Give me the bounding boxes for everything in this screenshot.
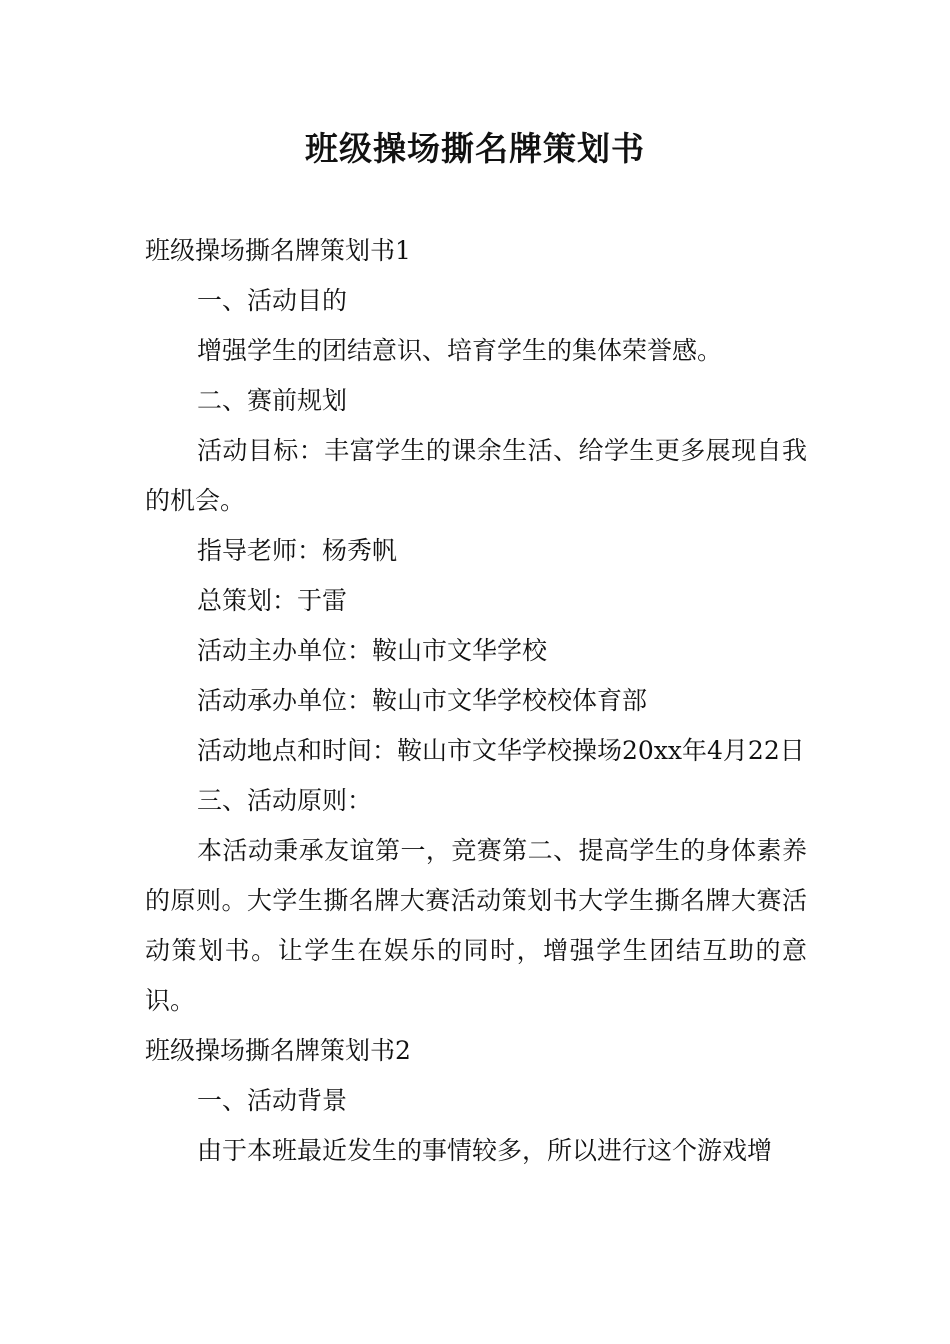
subheading-planning: 二、赛前规划 bbox=[197, 386, 348, 415]
paragraph-background: 由于本班最近发生的事情较多，所以进行这个游戏增 bbox=[197, 1136, 773, 1165]
subheading-principles: 三、活动原则： bbox=[197, 786, 373, 815]
paragraph-purpose: 增强学生的团结意识、培育学生的集体荣誉感。 bbox=[197, 336, 723, 365]
paragraph-goal: 活动目标：丰富学生的课余生活、给学生更多展现自我的机会。 bbox=[145, 436, 807, 515]
document-title: 班级操场撕名牌策划书 bbox=[305, 129, 645, 168]
paragraph-planner: 总策划：于雷 bbox=[197, 586, 348, 615]
paragraph-advisor: 指导老师：杨秀帆 bbox=[197, 536, 398, 565]
section-heading-2: 班级操场撕名牌策划书2 bbox=[145, 1036, 411, 1065]
subheading-purpose: 一、活动目的 bbox=[197, 286, 348, 315]
paragraph-principles: 本活动秉承友谊第一，竞赛第二、提高学生的身体素养的原则。大学生撕名牌大赛活动策划书大学生撕名牌大赛活动策划书。让学生在娱乐的同时，增强学生团结互助的意识。 bbox=[145, 836, 807, 1015]
document-body bbox=[145, 226, 807, 1176]
paragraph-place-time: 活动地点和时间：鞍山市文华学校操场20xx年4月22日 bbox=[197, 736, 805, 765]
paragraph-organizer: 活动承办单位：鞍山市文华学校校体育部 bbox=[197, 686, 648, 715]
subheading-background: 一、活动背景 bbox=[197, 1086, 348, 1115]
paragraph-host: 活动主办单位：鞍山市文华学校 bbox=[197, 636, 548, 665]
section-heading-1: 班级操场撕名牌策划书1 bbox=[145, 236, 411, 265]
